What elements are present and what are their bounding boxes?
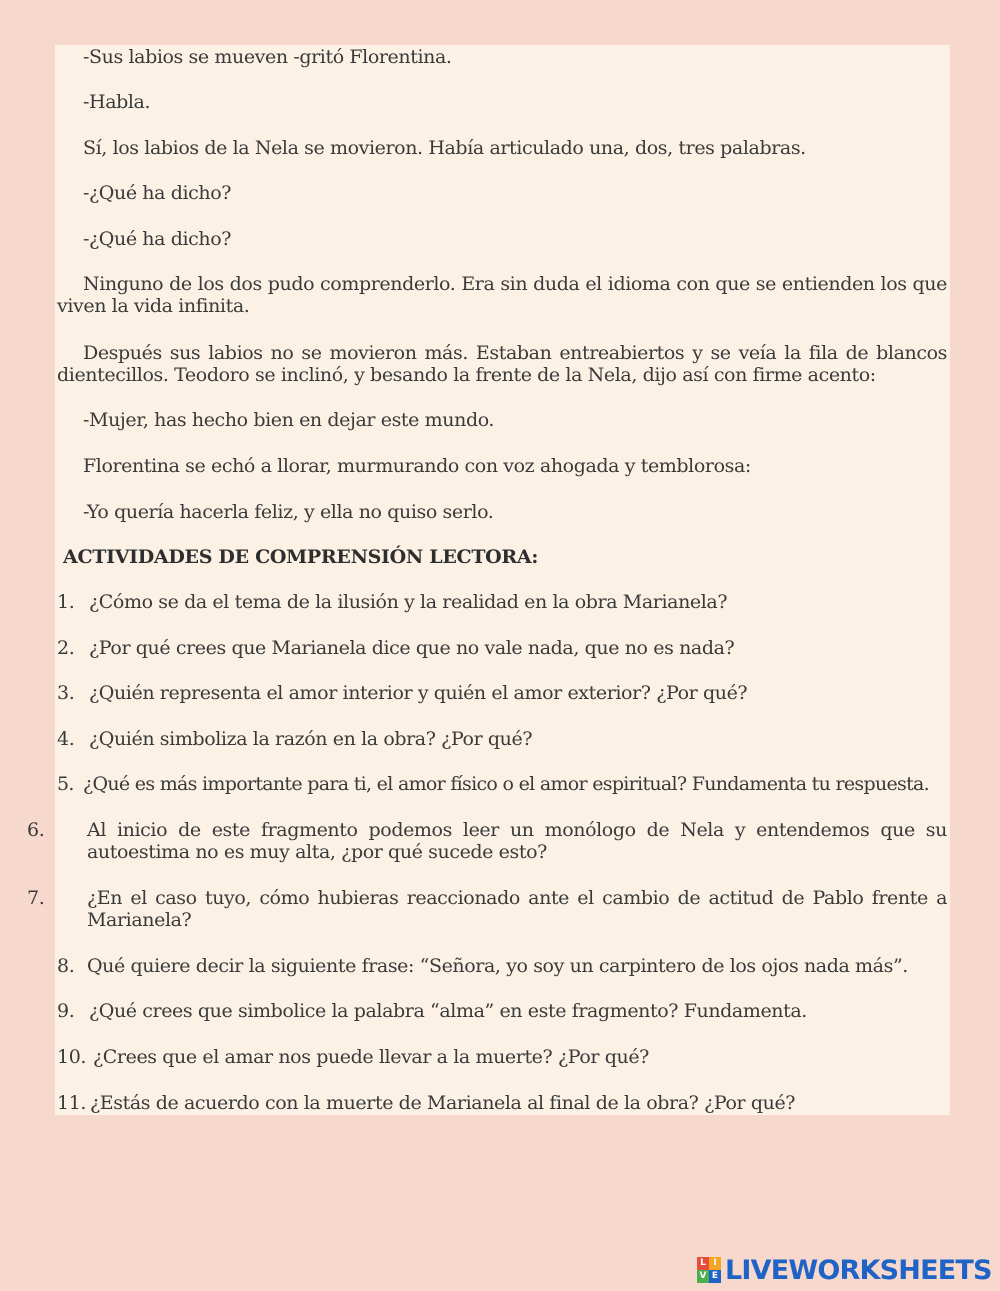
question-number: 4. (57, 728, 75, 750)
logo-letter: E (709, 1270, 721, 1283)
question-item (57, 728, 947, 750)
reading-paragraph: Después sus labios no se movieron más. Estaban entreabiertos y se veía la fila de blancos dientecillos. Teodoro se inclinó, y besando la frente de la Nela, dijo así con firme acento: (57, 342, 947, 386)
question-item (57, 773, 947, 795)
reading-paragraph: -Sus labios se mueven -gritó Florentina. (83, 46, 452, 68)
reading-paragraph: -¿Qué ha dicho? (83, 228, 232, 250)
reading-paragraph: -Habla. (83, 91, 151, 113)
question-text: ¿Quién simboliza la razón en la obra? ¿Por qué? (89, 728, 533, 750)
reading-paragraph: -Yo quería hacerla feliz, y ella no quiso serlo. (83, 501, 494, 523)
reading-paragraph: Florentina se echó a llorar, murmurando con voz ahogada y temblorosa: (83, 455, 751, 477)
question-item (57, 637, 947, 659)
question-number: 11. (57, 1092, 87, 1114)
logo-letter: V (697, 1270, 709, 1283)
reading-paragraph: Sí, los labios de la Nela se movieron. Había articulado una, dos, tres palabras. (83, 137, 806, 159)
question-item (57, 1046, 947, 1068)
question-item (57, 1092, 947, 1114)
question-number: 3. (57, 682, 75, 704)
question-number: 1. (57, 591, 75, 613)
logo-letter: I (709, 1257, 721, 1270)
reading-paragraph: Ninguno de los dos pudo comprenderlo. Era sin duda el idioma con que se entienden los que viven la vida infinita. (57, 273, 947, 317)
activities-heading: ACTIVIDADES DE COMPRENSIÓN LECTORA: (63, 546, 539, 568)
question-number: 7. (27, 887, 45, 909)
question-item (57, 1000, 947, 1022)
question-text: ¿Cómo se da el tema de la ilusión y la realidad en la obra Marianela? (89, 591, 728, 613)
question-number: 10. (57, 1046, 87, 1068)
question-text: ¿Quién representa el amor interior y quién el amor exterior? ¿Por qué? (89, 682, 748, 704)
question-item (57, 955, 947, 977)
question-item (27, 819, 947, 863)
reading-paragraph: -¿Qué ha dicho? (83, 182, 232, 204)
question-number: 2. (57, 637, 75, 659)
question-item (57, 682, 947, 704)
question-number: 6. (27, 819, 45, 841)
question-text: ¿Qué crees que simbolice la palabra “alma” en este fragmento? Fundamenta. (89, 1000, 807, 1022)
question-number: 5. (57, 773, 74, 795)
question-text: ¿En el caso tuyo, cómo hubieras reaccionado ante el cambio de actitud de Pablo frente a Marianela? (87, 887, 947, 931)
question-text: ¿Crees que el amar nos puede llevar a la muerte? ¿Por qué? (93, 1046, 649, 1068)
reading-paragraph: -Mujer, has hecho bien en dejar este mundo. (83, 409, 495, 431)
question-number: 8. (57, 955, 75, 977)
question-text: Al inicio de este fragmento podemos leer un monólogo de Nela y entendemos que su autoestima no es muy alta, ¿por qué sucede esto? (87, 819, 947, 863)
question-text: ¿Por qué crees que Marianela dice que no vale nada, que no es nada? (89, 637, 735, 659)
liveworksheets-logo[interactable] (697, 1255, 992, 1285)
logo-letter: L (697, 1257, 709, 1270)
question-number: 9. (57, 1000, 75, 1022)
question-text: ¿Estás de acuerdo con la muerte de Marianela al final de la obra? ¿Por qué? (90, 1092, 796, 1114)
live-logo-icon (697, 1257, 721, 1283)
question-item (27, 887, 947, 931)
brand-name: LIVEWORKSHEETS (725, 1254, 992, 1286)
question-text: Qué quiere decir la siguiente frase: “Señora, yo soy un carpintero de los ojos nada más”. (87, 955, 908, 977)
question-item (57, 591, 947, 613)
question-text: ¿Qué es más importante para ti, el amor físico o el amor espiritual? Fundamenta tu respuesta. (83, 773, 929, 795)
